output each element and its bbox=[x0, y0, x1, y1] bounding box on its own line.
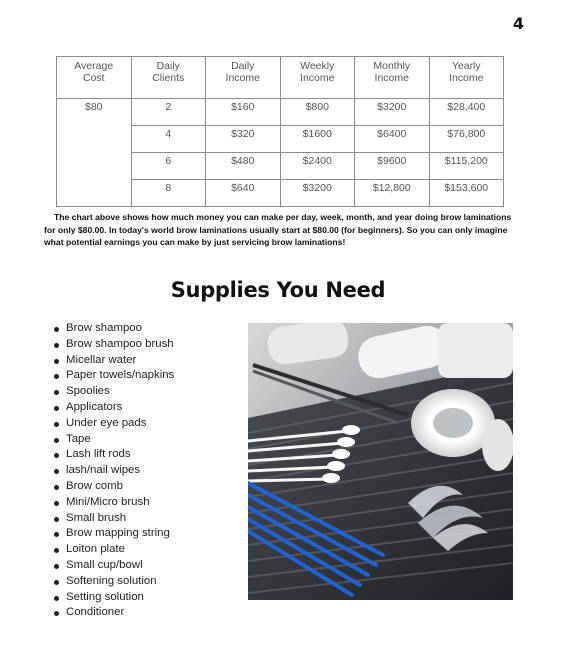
table-cell: $1600 bbox=[280, 126, 355, 153]
list-item: Mini/Micro brush bbox=[52, 495, 174, 511]
list-item: Softening solution bbox=[52, 574, 174, 590]
table-header-row bbox=[57, 57, 504, 99]
table-cell: $6400 bbox=[355, 126, 430, 153]
page-number: 4 bbox=[512, 14, 524, 33]
table-row bbox=[57, 99, 504, 126]
table-cell: $800 bbox=[280, 99, 355, 126]
header-yearly-income: Yearly Income bbox=[429, 57, 504, 99]
table-cell: $160 bbox=[206, 99, 281, 126]
supplies-photo bbox=[248, 323, 513, 600]
header-monthly-income: Monthly Income bbox=[355, 57, 430, 99]
list-item: Conditioner bbox=[52, 605, 174, 621]
table-cell: $9600 bbox=[355, 153, 430, 180]
table-cell: $320 bbox=[206, 126, 281, 153]
table-cell: 2 bbox=[131, 99, 206, 126]
list-item: Brow comb bbox=[52, 479, 174, 495]
header-weekly-income: Weekly Income bbox=[280, 57, 355, 99]
list-item: Brow shampoo brush bbox=[52, 337, 174, 353]
table-cell: $76,800 bbox=[429, 126, 504, 153]
list-item: Micellar water bbox=[52, 353, 174, 369]
list-item: Brow mapping string bbox=[52, 526, 174, 542]
list-item: Small cup/bowl bbox=[52, 558, 174, 574]
supplies-heading: Supplies You Need bbox=[170, 278, 386, 302]
average-cost-cell: $80 bbox=[57, 99, 132, 207]
list-item: Applicators bbox=[52, 400, 174, 416]
table-cell: $153,600 bbox=[429, 180, 504, 207]
table-cell: $3200 bbox=[280, 180, 355, 207]
earnings-explanation bbox=[44, 211, 524, 249]
table-cell: $3200 bbox=[355, 99, 430, 126]
table-cell: $12,800 bbox=[355, 180, 430, 207]
table-cell: $2400 bbox=[280, 153, 355, 180]
list-item: Brow shampoo bbox=[52, 321, 174, 337]
table-cell: 6 bbox=[131, 153, 206, 180]
table-cell: $115,200 bbox=[429, 153, 504, 180]
list-item: Small brush bbox=[52, 511, 174, 527]
list-item: Under eye pads bbox=[52, 416, 174, 432]
list-item: Lash lift rods bbox=[52, 447, 174, 463]
table-cell: 8 bbox=[131, 180, 206, 207]
header-daily-income: Daily Income bbox=[206, 57, 281, 99]
income-table bbox=[56, 56, 504, 207]
list-item: lash/nail wipes bbox=[52, 463, 174, 479]
header-average-cost: Average Cost bbox=[57, 57, 132, 99]
supplies-list bbox=[52, 321, 174, 621]
list-item: Paper towels/napkins bbox=[52, 368, 174, 384]
table-cell: $28,400 bbox=[429, 99, 504, 126]
header-daily-clients: Daily Clients bbox=[131, 57, 206, 99]
list-item: Loiton plate bbox=[52, 542, 174, 558]
earnings-paragraph: The chart above shows how much money you can make per day, week, month, and year doing brow laminations for only $80.00. In today's world brow laminations usually start at $80.00 (for beginners). So you can only imagine what potential earnings you can make by just servicing brow laminations! bbox=[44, 212, 512, 247]
list-item: Tape bbox=[52, 432, 174, 448]
table-cell: $640 bbox=[206, 180, 281, 207]
list-item: Setting solution bbox=[52, 590, 174, 606]
table-cell: $480 bbox=[206, 153, 281, 180]
table-cell: 4 bbox=[131, 126, 206, 153]
list-item: Spoolies bbox=[52, 384, 174, 400]
